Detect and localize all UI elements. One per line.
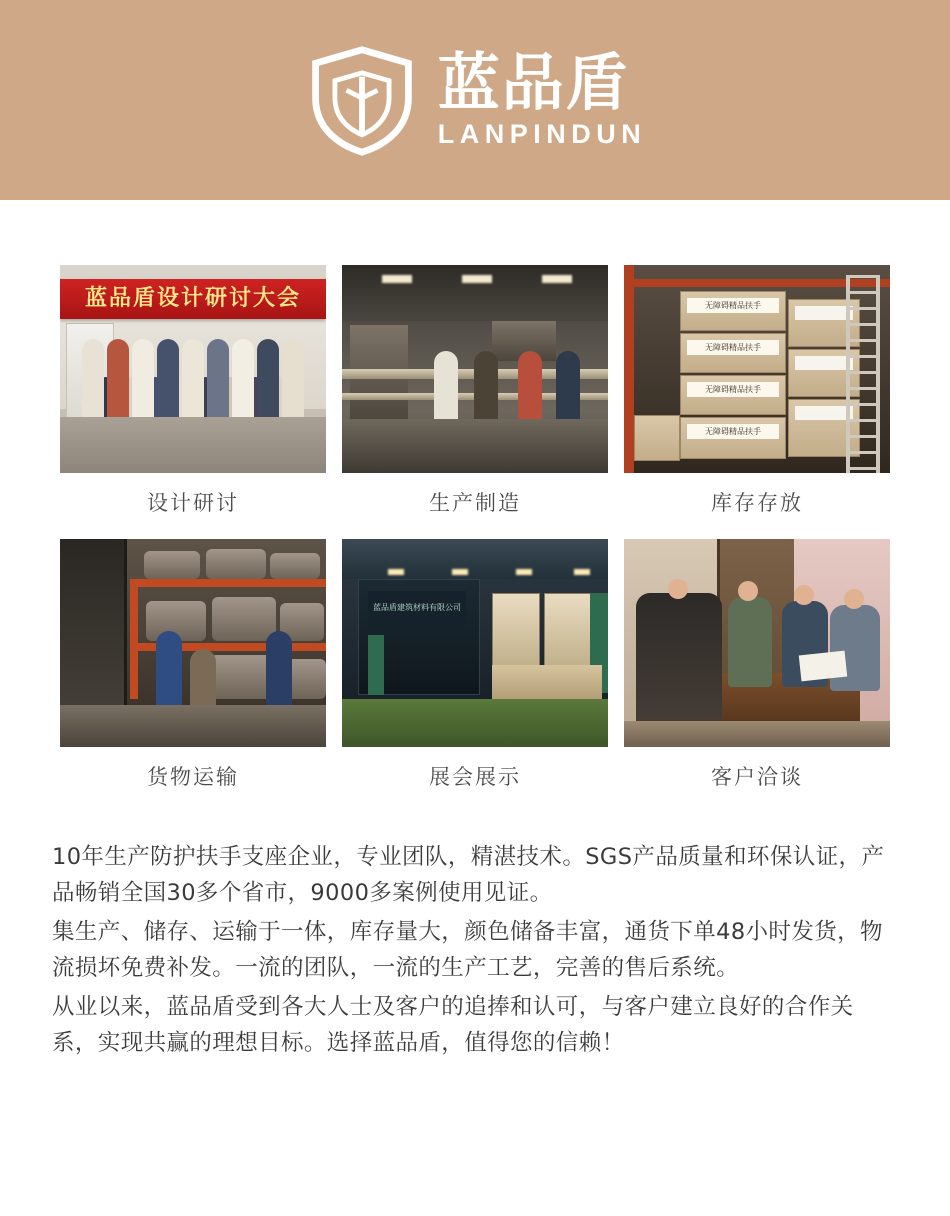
carton-label: 无障碍精品扶手 (687, 382, 779, 397)
description-paragraph-2: 集生产、储存、运输于一体，库存量大，颜色储备丰富，通货下单48小时发货，物流损坏免费补发。一流的团队，一流的生产工艺，完善的售后系统。 (52, 918, 883, 982)
banner-text: 蓝品盾设计研讨大会 (84, 286, 301, 311)
description-paragraph-3: 从业以来，蓝品盾受到各大人士及客户的追捧和认可，与客户建立良好的合作关系，实现共赢的理想目标。选择蓝品盾，值得您的信赖！ (52, 993, 854, 1057)
brand-text (437, 45, 647, 150)
brand-name-en: LANPINDUN (437, 119, 647, 150)
gallery-image-exhibition (342, 539, 608, 747)
gallery-item (342, 265, 608, 539)
gallery-caption: 库存存放 (711, 491, 803, 515)
shield-logo-icon (304, 42, 420, 158)
company-description (0, 813, 950, 1122)
gallery-image-production (342, 265, 608, 473)
description-paragraph-1: 10年生产防护扶手支座企业，专业团队，精湛技术。SGS产品质量和环保认证，产品畅销全国30多个省市，9000多案例使用见证。 (52, 844, 885, 907)
gallery-item (60, 539, 326, 813)
gallery-caption: 设计研讨 (147, 491, 239, 515)
gallery-caption: 客户洽谈 (711, 765, 803, 789)
gallery-grid (0, 200, 950, 813)
gallery-image-transport (60, 539, 326, 747)
gallery-image-design-seminar (60, 265, 326, 473)
gallery-item (342, 539, 608, 813)
booth-sign-text: 蓝品盾建筑材料有限公司 (368, 591, 466, 625)
gallery-item (60, 265, 326, 539)
carton-label: 无障碍精品扶手 (687, 340, 779, 355)
brand-header (0, 0, 950, 200)
carton-label: 无障碍精品扶手 (687, 424, 779, 439)
gallery-caption: 展会展示 (429, 765, 521, 789)
gallery-item (624, 265, 890, 539)
brand-lockup (304, 42, 647, 158)
gallery-image-warehouse (624, 265, 890, 473)
gallery-image-customer-meeting (624, 539, 890, 747)
gallery-caption: 货物运输 (147, 765, 239, 789)
gallery-item (624, 539, 890, 813)
brand-name-cn: 蓝品盾 (437, 45, 630, 119)
gallery-caption: 生产制造 (429, 491, 521, 515)
carton-label: 无障碍精品扶手 (687, 298, 779, 313)
